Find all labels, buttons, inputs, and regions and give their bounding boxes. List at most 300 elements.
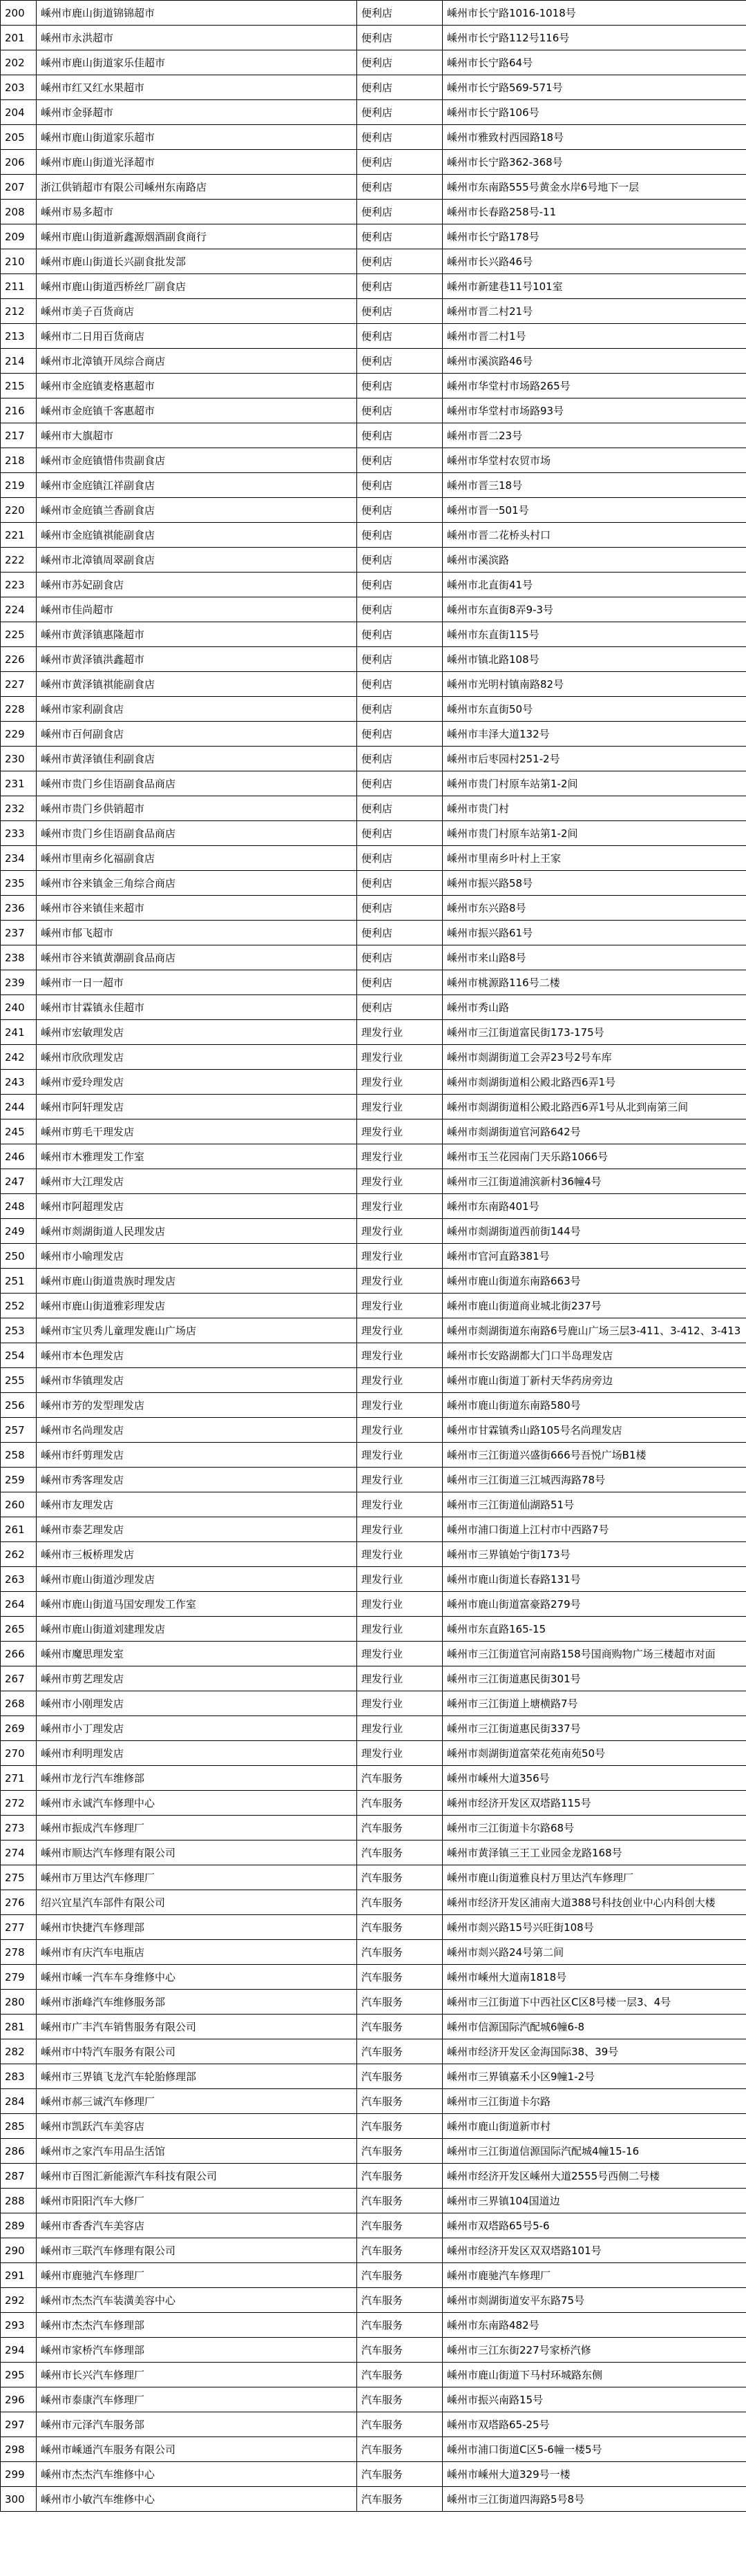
merchant-address: 嵊州市华堂村农贸市场 [443, 448, 746, 473]
merchant-address: 嵊州市丰泽大道132号 [443, 722, 746, 747]
table-row [1, 2288, 746, 2313]
merchant-address: 嵊州市信源国际汽配城6幢6-8 [443, 2015, 746, 2039]
merchant-name: 嵊州市家桥汽车修理部 [37, 2338, 357, 2363]
merchant-address: 嵊州市长宁路106号 [443, 100, 746, 125]
row-number: 212 [1, 299, 37, 324]
row-number: 274 [1, 1840, 37, 1865]
business-type: 汽车服务 [357, 2313, 443, 2338]
business-type: 汽车服务 [357, 2089, 443, 2114]
merchant-address: 嵊州市长宁路569-571号 [443, 75, 746, 100]
merchant-name: 嵊州市鹿山街道锦锦超市 [37, 1, 357, 26]
merchant-address: 嵊州市振兴路61号 [443, 921, 746, 945]
table-row [1, 1169, 746, 1194]
row-number: 295 [1, 2363, 37, 2387]
business-type: 便利店 [357, 771, 443, 796]
table-row [1, 2462, 746, 2487]
business-type: 便利店 [357, 846, 443, 871]
merchant-name: 嵊州市三联汽车修理有限公司 [37, 2238, 357, 2263]
merchant-name: 嵊州市友理发店 [37, 1492, 357, 1517]
merchant-address: 嵊州市贵门村原车站第1-2间 [443, 821, 746, 846]
row-number: 221 [1, 523, 37, 548]
merchant-name: 嵊州市浙峰汽车维修服务部 [37, 1990, 357, 2015]
merchant-address: 嵊州市东南路401号 [443, 1194, 746, 1219]
merchant-name: 嵊州市万里达汽车修理厂 [37, 1865, 357, 1890]
table-row [1, 1119, 746, 1144]
merchant-name: 嵊州市郝三诚汽车修理厂 [37, 2089, 357, 2114]
merchant-address: 嵊州市鹿山街道富豪路279号 [443, 1592, 746, 1617]
business-type: 便利店 [357, 274, 443, 299]
business-type: 便利店 [357, 722, 443, 747]
business-type: 汽车服务 [357, 1840, 443, 1865]
merchant-name: 嵊州市鹿山街道家乐佳超市 [37, 50, 357, 75]
table-row [1, 2437, 746, 2462]
row-number: 298 [1, 2437, 37, 2462]
row-number: 240 [1, 995, 37, 1020]
row-number: 294 [1, 2338, 37, 2363]
row-number: 260 [1, 1492, 37, 1517]
row-number: 225 [1, 622, 37, 647]
merchant-name: 嵊州市阿超理发店 [37, 1194, 357, 1219]
table-row [1, 2213, 746, 2238]
merchant-address: 嵊州市经济开发区嵊州大道2555号西侧二号楼 [443, 2164, 746, 2189]
merchant-address: 嵊州市黄泽镇三王工业园金龙路168号 [443, 1840, 746, 1865]
row-number: 229 [1, 722, 37, 747]
row-number: 285 [1, 2114, 37, 2139]
merchant-address: 嵊州市长宁路64号 [443, 50, 746, 75]
row-number: 299 [1, 2462, 37, 2487]
merchant-name: 嵊州市黄泽镇祺能副食店 [37, 672, 357, 697]
merchant-name: 嵊州市黄泽镇洪鑫超市 [37, 647, 357, 672]
business-type: 便利店 [357, 150, 443, 175]
business-type: 汽车服务 [357, 1940, 443, 1965]
row-number: 263 [1, 1567, 37, 1592]
row-number: 204 [1, 100, 37, 125]
merchant-address: 嵊州市三江街道三江城西海路78号 [443, 1468, 746, 1492]
table-row [1, 1617, 746, 1642]
table-row [1, 2338, 746, 2363]
merchant-address: 嵊州市经济开发区双双塔路101号 [443, 2238, 746, 2263]
row-number: 290 [1, 2238, 37, 2263]
merchant-name: 嵊州市杰杰汽车装潢美容中心 [37, 2288, 357, 2313]
merchant-address: 嵊州市振兴南路15号 [443, 2387, 746, 2412]
row-number: 230 [1, 747, 37, 771]
merchant-name: 嵊州市鹿山街道长兴副食批发部 [37, 249, 357, 274]
merchant-name: 嵊州市小丁理发店 [37, 1716, 357, 1741]
merchant-address: 嵊州市长宁路178号 [443, 224, 746, 249]
merchant-name: 嵊州市易多超市 [37, 200, 357, 224]
business-type: 汽车服务 [357, 1890, 443, 1915]
merchant-name: 嵊州市百何副食店 [37, 722, 357, 747]
table-row [1, 573, 746, 597]
business-type: 理发行业 [357, 1642, 443, 1666]
table-row [1, 1045, 746, 1070]
table-row [1, 945, 746, 970]
row-number: 280 [1, 1990, 37, 2015]
merchant-address: 嵊州市三界镇嘉禾小区9幢1-2号 [443, 2064, 746, 2089]
table-row [1, 1741, 746, 1766]
business-type: 理发行业 [357, 1567, 443, 1592]
business-type: 理发行业 [357, 1691, 443, 1716]
row-number: 248 [1, 1194, 37, 1219]
business-type: 理发行业 [357, 1666, 443, 1691]
merchant-name: 嵊州市鹿山街道刘建理发店 [37, 1617, 357, 1642]
table-row [1, 1890, 746, 1915]
table-row [1, 995, 746, 1020]
business-type: 便利店 [357, 970, 443, 995]
row-number: 297 [1, 2412, 37, 2437]
table-row [1, 771, 746, 796]
row-number: 254 [1, 1343, 37, 1368]
merchant-name: 嵊州市苏妃副食店 [37, 573, 357, 597]
table-row [1, 921, 746, 945]
merchant-name: 嵊州市欣欣理发店 [37, 1045, 357, 1070]
merchant-name: 嵊州市金庭镇祺能副食店 [37, 523, 357, 548]
merchant-address: 嵊州市官河直路381号 [443, 1244, 746, 1269]
row-number: 218 [1, 448, 37, 473]
business-type: 汽车服务 [357, 2238, 443, 2263]
table-row [1, 473, 746, 498]
table-row [1, 1269, 746, 1294]
table-row [1, 398, 746, 423]
merchant-address: 嵊州市三江街道惠民街301号 [443, 1666, 746, 1691]
row-number: 293 [1, 2313, 37, 2338]
business-type: 便利店 [357, 548, 443, 573]
merchant-name: 嵊州市甘霖镇永佳超市 [37, 995, 357, 1020]
row-number: 279 [1, 1965, 37, 1990]
merchant-address: 嵊州市长宁路362-368号 [443, 150, 746, 175]
merchant-name: 嵊州市贵门乡佳语副食品商店 [37, 771, 357, 796]
table-row [1, 896, 746, 921]
merchant-name: 嵊州市凯跃汽车美容店 [37, 2114, 357, 2139]
merchant-address: 嵊州市溪滨路 [443, 548, 746, 573]
merchant-address: 嵊州市晋二村1号 [443, 324, 746, 349]
business-type: 理发行业 [357, 1119, 443, 1144]
row-number: 209 [1, 224, 37, 249]
merchant-name: 嵊州市金庭镇江祥副食店 [37, 473, 357, 498]
merchant-name: 嵊州市爱玲理发店 [37, 1070, 357, 1095]
business-type: 便利店 [357, 821, 443, 846]
row-number: 203 [1, 75, 37, 100]
merchant-address: 嵊州市三江街道四海路5号8号 [443, 2487, 746, 2512]
table-row [1, 249, 746, 274]
table-row [1, 26, 746, 50]
business-type: 汽车服务 [357, 1965, 443, 1990]
business-type: 理发行业 [357, 1020, 443, 1045]
table-row [1, 1691, 746, 1716]
business-type: 便利店 [357, 697, 443, 722]
merchant-name: 嵊州市大江理发店 [37, 1169, 357, 1194]
merchant-name: 嵊州市泰艺理发店 [37, 1517, 357, 1542]
business-type: 便利店 [357, 871, 443, 896]
row-number: 283 [1, 2064, 37, 2089]
business-type: 理发行业 [357, 1716, 443, 1741]
table-row [1, 1443, 746, 1468]
row-number: 228 [1, 697, 37, 722]
merchant-address: 嵊州市三江街道惠民街337号 [443, 1716, 746, 1741]
merchant-address: 嵊州市剡兴路24号第二间 [443, 1940, 746, 1965]
merchant-name: 嵊州市谷来镇黄潮副食品商店 [37, 945, 357, 970]
merchant-address: 嵊州市晋二23号 [443, 423, 746, 448]
merchant-name: 嵊州市三板桥理发店 [37, 1542, 357, 1567]
row-number: 273 [1, 1816, 37, 1840]
row-number: 257 [1, 1418, 37, 1443]
table-row [1, 2089, 746, 2114]
table-row [1, 1343, 746, 1368]
business-type: 便利店 [357, 175, 443, 200]
row-number: 234 [1, 846, 37, 871]
merchant-name: 嵊州市杰杰汽车维修中心 [37, 2462, 357, 2487]
row-number: 211 [1, 274, 37, 299]
business-type: 便利店 [357, 224, 443, 249]
business-type: 理发行业 [357, 1368, 443, 1393]
merchant-name: 嵊州市剪毛干理发店 [37, 1119, 357, 1144]
merchant-name: 嵊州市龙行汽车维修部 [37, 1766, 357, 1791]
business-type: 汽车服务 [357, 2164, 443, 2189]
row-number: 276 [1, 1890, 37, 1915]
merchant-address: 嵊州市鹿山街道长春路131号 [443, 1567, 746, 1592]
merchant-address: 嵊州市东直路165-15 [443, 1617, 746, 1642]
table-row [1, 1816, 746, 1840]
business-type: 理发行业 [357, 1294, 443, 1318]
merchant-name: 嵊州市宝贝秀儿童理发鹿山广场店 [37, 1318, 357, 1343]
merchant-address: 嵊州市甘霖镇秀山路105号名尚理发店 [443, 1418, 746, 1443]
row-number: 233 [1, 821, 37, 846]
row-number: 288 [1, 2189, 37, 2213]
business-type: 理发行业 [357, 1194, 443, 1219]
table-row [1, 1940, 746, 1965]
table-row [1, 1368, 746, 1393]
row-number: 207 [1, 175, 37, 200]
business-type: 便利店 [357, 374, 443, 398]
merchant-name: 嵊州市金庭镇兰香副食店 [37, 498, 357, 523]
merchant-address: 嵊州市光明村镇南路82号 [443, 672, 746, 697]
row-number: 226 [1, 647, 37, 672]
merchant-name: 嵊州市芳的发型理发店 [37, 1393, 357, 1418]
row-number: 227 [1, 672, 37, 697]
merchant-address: 嵊州市长春路258号-11 [443, 200, 746, 224]
row-number: 264 [1, 1592, 37, 1617]
business-type: 便利店 [357, 747, 443, 771]
merchant-name: 嵊州市三界镇飞龙汽车轮胎修理部 [37, 2064, 357, 2089]
merchant-name: 嵊州市永诚汽车修理中心 [37, 1791, 357, 1816]
business-type: 便利店 [357, 26, 443, 50]
merchant-address: 嵊州市双塔路65-25号 [443, 2412, 746, 2437]
business-type: 理发行业 [357, 1517, 443, 1542]
table-row [1, 1567, 746, 1592]
table-row [1, 1492, 746, 1517]
row-number: 219 [1, 473, 37, 498]
row-number: 222 [1, 548, 37, 573]
merchant-address: 嵊州市三江东街227号家桥汽修 [443, 2338, 746, 2363]
merchant-address: 嵊州市三江街道兴盛街666号吾悦广场B1楼 [443, 1443, 746, 1468]
row-number: 239 [1, 970, 37, 995]
merchant-name: 嵊州市鹿山街道贵族时理发店 [37, 1269, 357, 1294]
merchant-address: 嵊州市东直街115号 [443, 622, 746, 647]
table-row [1, 1318, 746, 1343]
table-row [1, 647, 746, 672]
row-number: 266 [1, 1642, 37, 1666]
business-type: 便利店 [357, 100, 443, 125]
merchant-name: 嵊州市广丰汽车销售服务有限公司 [37, 2015, 357, 2039]
merchant-address: 嵊州市晋二村21号 [443, 299, 746, 324]
merchant-address: 嵊州市华堂村市场路93号 [443, 398, 746, 423]
business-type: 汽车服务 [357, 2412, 443, 2437]
row-number: 223 [1, 573, 37, 597]
merchant-address: 嵊州市东直街8弄9-3号 [443, 597, 746, 622]
business-type: 理发行业 [357, 1070, 443, 1095]
table-row [1, 100, 746, 125]
row-number: 238 [1, 945, 37, 970]
merchant-address: 嵊州市贵门村 [443, 796, 746, 821]
row-number: 200 [1, 1, 37, 26]
merchant-address: 嵊州市长兴路46号 [443, 249, 746, 274]
table-row [1, 1716, 746, 1741]
business-type: 便利店 [357, 50, 443, 75]
row-number: 232 [1, 796, 37, 821]
row-number: 220 [1, 498, 37, 523]
row-number: 250 [1, 1244, 37, 1269]
business-type: 汽车服务 [357, 2039, 443, 2064]
table-row [1, 1642, 746, 1666]
merchant-address: 嵊州市桃源路116号二楼 [443, 970, 746, 995]
merchant-address: 嵊州市华堂村市场路265号 [443, 374, 746, 398]
merchant-name: 嵊州市家利副食店 [37, 697, 357, 722]
merchant-address: 嵊州市嵊州大道南1818号 [443, 1965, 746, 1990]
business-type: 理发行业 [357, 1169, 443, 1194]
table-row [1, 2238, 746, 2263]
business-type: 便利店 [357, 796, 443, 821]
table-row [1, 2412, 746, 2437]
row-number: 267 [1, 1666, 37, 1691]
table-row [1, 224, 746, 249]
table-row [1, 1144, 746, 1169]
table-row [1, 2064, 746, 2089]
merchant-name: 嵊州市顺达汽车修理有限公司 [37, 1840, 357, 1865]
business-type: 理发行业 [357, 1542, 443, 1567]
merchant-name: 嵊州市宏敏理发店 [37, 1020, 357, 1045]
merchant-name: 嵊州市振成汽车修理厂 [37, 1816, 357, 1840]
merchant-name: 嵊州市纤剪理发店 [37, 1443, 357, 1468]
table-row [1, 2313, 746, 2338]
business-type: 汽车服务 [357, 2437, 443, 2462]
merchant-address: 嵊州市鹿山街道新市村 [443, 2114, 746, 2139]
merchant-name: 嵊州市谷来镇金三角综合商店 [37, 871, 357, 896]
row-number: 265 [1, 1617, 37, 1642]
table-row [1, 1, 746, 26]
business-type: 便利店 [357, 75, 443, 100]
business-type: 便利店 [357, 423, 443, 448]
merchant-name: 嵊州市金驿超市 [37, 100, 357, 125]
table-row [1, 622, 746, 647]
merchant-name: 嵊州市鹿山街道马国安理发工作室 [37, 1592, 357, 1617]
merchant-address: 嵊州市东兴路8号 [443, 896, 746, 921]
merchant-address: 嵊州市鹿山街道丁新村天华药房旁边 [443, 1368, 746, 1393]
table-row [1, 1070, 746, 1095]
merchant-address: 嵊州市剡湖街道安平东路75号 [443, 2288, 746, 2313]
merchant-name: 嵊州市鹿山街道新鑫源烟酒副食商行 [37, 224, 357, 249]
business-type: 汽车服务 [357, 2189, 443, 2213]
row-number: 216 [1, 398, 37, 423]
business-type: 汽车服务 [357, 2015, 443, 2039]
row-number: 251 [1, 1269, 37, 1294]
row-number: 300 [1, 2487, 37, 2512]
merchant-address: 嵊州市鹿山街道东南路663号 [443, 1269, 746, 1294]
merchant-name: 嵊州市中特汽车服务有限公司 [37, 2039, 357, 2064]
table-row [1, 374, 746, 398]
merchant-address: 嵊州市后枣园村251-2号 [443, 747, 746, 771]
row-number: 256 [1, 1393, 37, 1418]
row-number: 237 [1, 921, 37, 945]
business-type: 理发行业 [357, 1443, 443, 1468]
row-number: 235 [1, 871, 37, 896]
merchant-name: 嵊州市金庭镇麦格惠超市 [37, 374, 357, 398]
business-type: 便利店 [357, 647, 443, 672]
merchant-name: 嵊州市小敏汽车维修中心 [37, 2487, 357, 2512]
merchant-address: 嵊州市剡湖街道工会弄23号2号车库 [443, 1045, 746, 1070]
merchant-address: 嵊州市剡湖街道富荣花苑南苑50号 [443, 1741, 746, 1766]
row-number: 215 [1, 374, 37, 398]
row-number: 255 [1, 1368, 37, 1393]
table-row [1, 349, 746, 374]
merchant-name: 嵊州市之家汽车用品生活馆 [37, 2139, 357, 2164]
business-type: 理发行业 [357, 1592, 443, 1617]
merchant-address: 嵊州市三江街道富民街173-175号 [443, 1020, 746, 1045]
table-row [1, 1095, 746, 1119]
business-type: 便利店 [357, 597, 443, 622]
row-number: 244 [1, 1095, 37, 1119]
merchant-name: 嵊州市美子百货商店 [37, 299, 357, 324]
row-number: 247 [1, 1169, 37, 1194]
merchant-address: 嵊州市秀山路 [443, 995, 746, 1020]
merchant-address: 嵊州市振兴路58号 [443, 871, 746, 896]
business-type: 理发行业 [357, 1343, 443, 1368]
business-type: 理发行业 [357, 1617, 443, 1642]
row-number: 213 [1, 324, 37, 349]
row-number: 272 [1, 1791, 37, 1816]
business-type: 汽车服务 [357, 2338, 443, 2363]
merchant-address: 嵊州市鹿山街道商业城北街237号 [443, 1294, 746, 1318]
table-row [1, 1194, 746, 1219]
merchant-address: 嵊州市剡湖街道官河路642号 [443, 1119, 746, 1144]
merchant-address: 嵊州市经济开发区双塔路115号 [443, 1791, 746, 1816]
row-number: 278 [1, 1940, 37, 1965]
merchant-name: 嵊州市名尚理发店 [37, 1418, 357, 1443]
merchant-name: 嵊州市金庭镇千客惠超市 [37, 398, 357, 423]
table-row [1, 548, 746, 573]
business-type: 便利店 [357, 473, 443, 498]
merchant-name: 嵊州市元泽汽车服务部 [37, 2412, 357, 2437]
business-type: 理发行业 [357, 1095, 443, 1119]
merchant-name: 嵊州市鹿山街道家乐超市 [37, 125, 357, 150]
merchant-address: 嵊州市北直街41号 [443, 573, 746, 597]
table-row [1, 2114, 746, 2139]
merchant-name: 嵊州市大旗超市 [37, 423, 357, 448]
table-row [1, 523, 746, 548]
table-row [1, 2363, 746, 2387]
merchant-name: 嵊州市贵门乡佳语副食品商店 [37, 821, 357, 846]
business-type: 汽车服务 [357, 2114, 443, 2139]
business-type: 理发行业 [357, 1045, 443, 1070]
row-number: 214 [1, 349, 37, 374]
table-row [1, 2487, 746, 2512]
table-row [1, 299, 746, 324]
table-row [1, 821, 746, 846]
merchant-address: 嵊州市剡兴路15号兴旺街108号 [443, 1915, 746, 1940]
merchant-name: 嵊州市里南乡化福副食店 [37, 846, 357, 871]
merchant-name: 嵊州市本色理发店 [37, 1343, 357, 1368]
merchant-name: 嵊州市剡湖街道人民理发店 [37, 1219, 357, 1244]
business-type: 汽车服务 [357, 1791, 443, 1816]
